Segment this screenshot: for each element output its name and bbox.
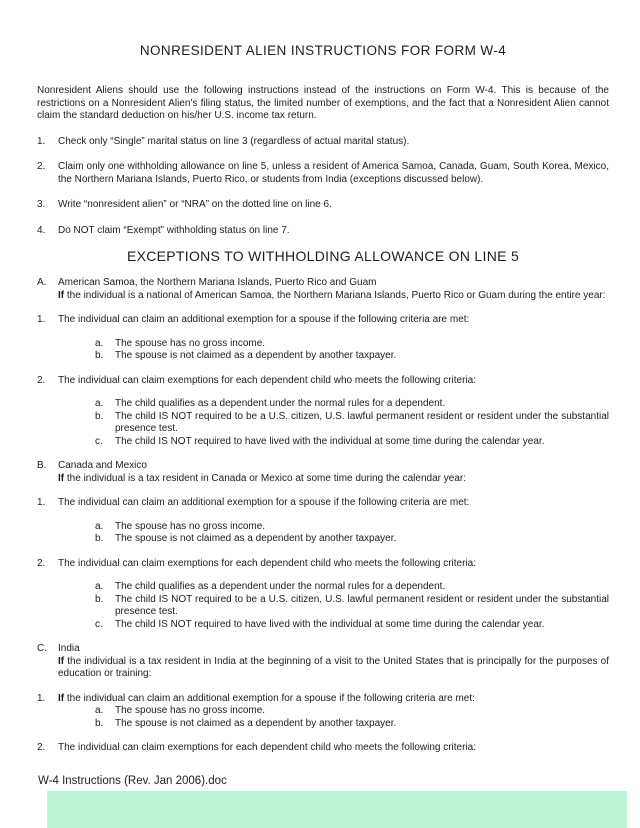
sub-item <box>95 619 609 632</box>
sub-item-letter: b. <box>95 410 104 422</box>
sub-item-letter: c. <box>95 618 103 630</box>
sub-item-text: The spouse is not claimed as a dependent by another taxpayer. <box>115 533 397 544</box>
document-content <box>37 43 609 755</box>
section-intro <box>58 290 609 303</box>
section-intro-lead: If <box>58 289 65 301</box>
section-intro-body: the individual is a national of American Samoa, the Northern Mariana Islands, Puerto Rico or Guam during the entire year: <box>64 289 606 301</box>
list-item-text <box>58 693 609 706</box>
list-item-text <box>58 497 609 510</box>
sub-item <box>95 581 609 594</box>
sub-item-letter: a. <box>95 581 104 592</box>
section-letter: B. <box>37 460 47 471</box>
list-item-number: 2. <box>37 161 46 172</box>
list-item-number: 2. <box>37 374 46 386</box>
section-intro-body: the individual is a tax resident in Canada or Mexico at some time during the calendar year: <box>64 472 466 484</box>
section-intro-body: the individual is a tax resident in India at the beginning of a visit to the United States that is principally for the purposes of education or training: <box>58 655 609 679</box>
sub-item-letter: b. <box>95 593 104 605</box>
list-item-number: 1. <box>37 314 46 325</box>
section-title: American Samoa, the Northern Mariana Islands, Puerto Rico and Guam <box>58 277 377 288</box>
section-intro-lead: If <box>58 655 65 667</box>
list-item-body: The individual can claim exemptions for each dependent child who meets the following criteria: <box>58 557 477 569</box>
footer-filename: W-4 Instructions (Rev. Jan 2006).doc <box>38 775 227 787</box>
list-item-text <box>58 742 609 755</box>
sub-item <box>95 521 609 534</box>
sub-item-text: The spouse has no gross income. <box>115 520 266 532</box>
list-item-number: 3. <box>37 199 46 210</box>
section-list-item <box>37 375 609 388</box>
section-header-text <box>58 460 609 485</box>
exceptions-heading: EXCEPTIONS TO WITHHOLDING ALLOWANCE ON LINE 5 <box>126 248 520 264</box>
sub-item-list <box>95 705 609 730</box>
sub-item-list <box>95 338 609 363</box>
section-list-item <box>37 314 609 327</box>
sub-item <box>95 350 609 363</box>
list-item-body: the individual can claim an additional exemption for a spouse if the following criteria are met: <box>64 692 475 704</box>
sub-item-text: The child IS NOT required to have lived with the individual at some time during the calendar year. <box>115 435 545 447</box>
sub-item <box>95 338 609 351</box>
list-item-text <box>58 314 609 327</box>
document-title: NONRESIDENT ALIEN INSTRUCTIONS FOR FORM W-4 <box>139 43 507 58</box>
list-item-number: 2. <box>37 742 46 753</box>
instruction-list <box>37 136 609 238</box>
exception-sections <box>37 277 609 755</box>
sub-item-letter: b. <box>95 717 104 729</box>
section-letter: A. <box>37 277 47 288</box>
intro-paragraph: Nonresident Aliens should use the following instructions instead of the instructions on Form W-4. This is because of the restrictions on a Nonresident Alien’s filing status, the limited number of exemptions, and the fact that a Nonresident Alien cannot claim the standard deduction on his/her U.S. income tax return. <box>37 85 609 121</box>
instruction-item <box>37 161 609 186</box>
sub-item <box>95 436 609 449</box>
section-header <box>37 643 609 681</box>
list-item-text <box>58 558 609 571</box>
list-item-body: The individual can claim exemptions for each dependent child who meets the following criteria: <box>58 742 477 753</box>
section-title: Canada and Mexico <box>58 460 147 471</box>
section-list-item <box>37 693 609 706</box>
exception-section <box>37 643 609 755</box>
list-item-number: 1. <box>37 135 46 147</box>
section-intro-lead: If <box>58 472 65 484</box>
section-list-item <box>37 558 609 571</box>
section-intro <box>58 473 609 486</box>
sub-item-letter: a. <box>95 398 104 409</box>
instruction-item <box>37 136 609 149</box>
sub-item <box>95 398 609 411</box>
sub-item-text: The child qualifies as a dependent under the normal rules for a dependent. <box>115 581 446 592</box>
section-header <box>37 460 609 485</box>
section-list-item <box>37 497 609 510</box>
list-item-body: The individual can claim an additional exemption for a spouse if the following criteria are met: <box>58 314 470 325</box>
list-item-text: Do NOT claim “Exempt” withholding status on line 7. <box>58 224 290 236</box>
section-header-text <box>58 277 609 302</box>
sub-item-list <box>95 521 609 546</box>
list-item-text: Claim only one withholding allowance on line 5, unless a resident of America Samoa, Canada, Guam, South Korea, Mexico, the Northern Mariana Islands, Puerto Rico, or students from India (exceptions discussed below). <box>58 161 609 185</box>
list-item-text: Write “nonresident alien” or “NRA” on the dotted line on line 6. <box>58 199 332 210</box>
sub-item-list <box>95 398 609 448</box>
highlight-bar <box>47 791 627 828</box>
sub-item-text: The child IS NOT required to be a U.S. citizen, U.S. lawful permanent resident or resident under the substantial presence test. <box>115 593 609 617</box>
section-title: India <box>58 643 80 654</box>
instruction-item <box>37 225 609 238</box>
section-header-text <box>58 643 609 681</box>
sub-item <box>95 718 609 731</box>
list-item-number: 1. <box>37 497 46 508</box>
list-item-body: The individual can claim exemptions for each dependent child who meets the following criteria: <box>58 374 477 386</box>
list-item-number: 2. <box>37 557 46 569</box>
sub-item-text: The spouse has no gross income. <box>115 705 266 716</box>
sub-item-letter: b. <box>95 350 104 361</box>
sub-item <box>95 533 609 546</box>
list-item-text <box>58 375 609 388</box>
section-intro <box>58 656 609 681</box>
sub-item-text: The child IS NOT required to have lived with the individual at some time during the calendar year. <box>115 618 545 630</box>
sub-item-letter: c. <box>95 435 103 447</box>
exception-section <box>37 460 609 631</box>
instruction-item <box>37 199 609 212</box>
sub-item <box>95 594 609 619</box>
sub-item-letter: a. <box>95 705 104 716</box>
sub-item-text: The spouse has no gross income. <box>115 337 266 349</box>
sub-item-letter: b. <box>95 533 104 544</box>
list-item-number: 4. <box>37 224 46 236</box>
sub-item-text: The spouse is not claimed as a dependent by another taxpayer. <box>115 350 397 361</box>
sub-item-list <box>95 581 609 631</box>
list-item-lead: If <box>58 692 65 704</box>
sub-item <box>95 411 609 436</box>
list-item-body: The individual can claim an additional exemption for a spouse if the following criteria are met: <box>58 497 470 508</box>
sub-item <box>95 705 609 718</box>
list-item-number: 1. <box>37 692 46 704</box>
section-letter: C. <box>37 643 47 654</box>
sub-item-text: The child qualifies as a dependent under the normal rules for a dependent. <box>115 398 446 409</box>
list-item-text: Check only “Single” marital status on line 3 (regardless of actual marital status). <box>58 135 410 147</box>
sub-item-text: The spouse is not claimed as a dependent by another taxpayer. <box>115 717 397 729</box>
exception-section <box>37 277 609 448</box>
section-header <box>37 277 609 302</box>
sub-item-letter: a. <box>95 337 104 349</box>
sub-item-letter: a. <box>95 520 104 532</box>
sub-item-text: The child IS NOT required to be a U.S. citizen, U.S. lawful permanent resident or resident under the substantial presence test. <box>115 410 609 434</box>
section-list-item <box>37 742 609 755</box>
